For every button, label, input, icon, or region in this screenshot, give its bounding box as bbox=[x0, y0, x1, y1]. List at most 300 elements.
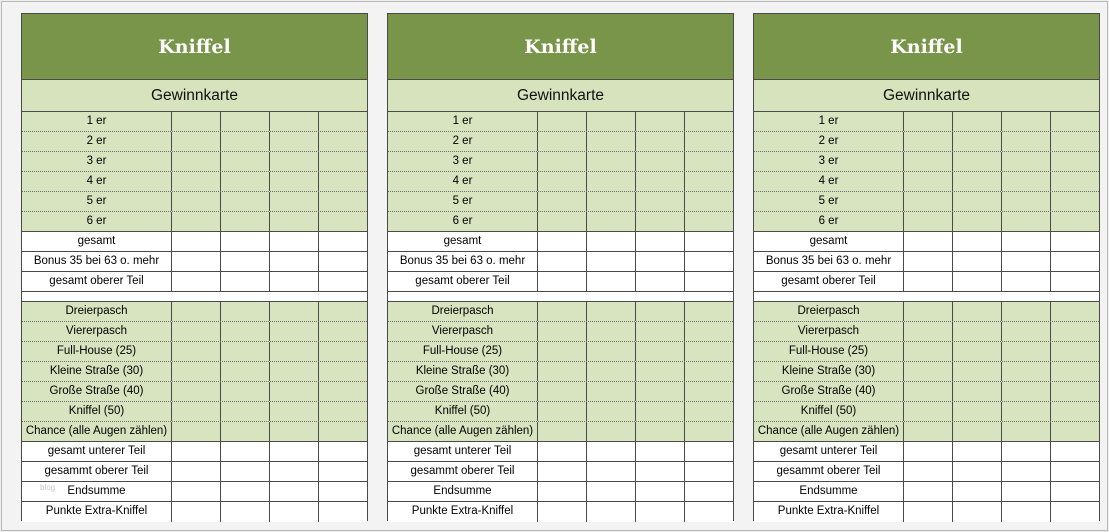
score-cell[interactable] bbox=[221, 342, 270, 361]
score-cell[interactable] bbox=[221, 502, 270, 522]
score-cell[interactable] bbox=[904, 342, 953, 361]
score-cell[interactable] bbox=[953, 442, 1002, 461]
score-cell[interactable] bbox=[953, 212, 1002, 231]
score-cell[interactable] bbox=[904, 112, 953, 131]
score-cell[interactable] bbox=[953, 362, 1002, 381]
score-cell[interactable] bbox=[685, 362, 733, 381]
score-cell[interactable] bbox=[221, 402, 270, 421]
score-cell[interactable] bbox=[172, 212, 221, 231]
score-cell[interactable] bbox=[270, 172, 319, 191]
score-row-lower-0 bbox=[754, 302, 1099, 322]
score-cell[interactable] bbox=[172, 442, 221, 461]
score-cell[interactable] bbox=[221, 132, 270, 151]
score-cell[interactable] bbox=[221, 422, 270, 441]
score-cell[interactable] bbox=[904, 302, 953, 321]
score-cell[interactable] bbox=[270, 132, 319, 151]
score-cell[interactable] bbox=[953, 382, 1002, 401]
score-row-lower-8 bbox=[388, 462, 733, 482]
score-cell[interactable] bbox=[172, 302, 221, 321]
score-cell[interactable] bbox=[221, 272, 270, 291]
score-cell[interactable] bbox=[953, 172, 1002, 191]
score-cell[interactable] bbox=[270, 502, 319, 522]
score-row-upper-2 bbox=[22, 152, 367, 172]
score-cell[interactable] bbox=[172, 462, 221, 481]
score-cell[interactable] bbox=[1051, 212, 1099, 231]
row-label: Dreierpasch bbox=[754, 302, 904, 321]
row-label: 4 er bbox=[22, 172, 172, 191]
score-row-lower-2 bbox=[754, 342, 1099, 362]
score-cell[interactable] bbox=[270, 252, 319, 271]
score-cell[interactable] bbox=[953, 342, 1002, 361]
score-cell[interactable] bbox=[221, 322, 270, 341]
score-row-lower-8 bbox=[754, 462, 1099, 482]
score-cell[interactable] bbox=[685, 382, 733, 401]
score-cell[interactable] bbox=[221, 302, 270, 321]
score-cell[interactable] bbox=[685, 112, 733, 131]
score-cell[interactable] bbox=[319, 362, 367, 381]
score-cell[interactable] bbox=[221, 212, 270, 231]
score-cell[interactable] bbox=[685, 172, 733, 191]
score-cell[interactable] bbox=[172, 192, 221, 211]
score-cell[interactable] bbox=[319, 132, 367, 151]
row-label: gesammt oberer Teil bbox=[754, 462, 904, 481]
score-cell[interactable] bbox=[221, 482, 270, 501]
score-cell[interactable] bbox=[172, 422, 221, 441]
row-label: 1 er bbox=[754, 112, 904, 131]
score-cell[interactable] bbox=[587, 252, 636, 271]
score-cell[interactable] bbox=[636, 362, 685, 381]
score-row-lower-9 bbox=[388, 482, 733, 502]
score-cell[interactable] bbox=[636, 302, 685, 321]
score-cell[interactable] bbox=[270, 302, 319, 321]
score-cell[interactable] bbox=[953, 252, 1002, 271]
score-cell[interactable] bbox=[1002, 482, 1051, 501]
score-cell[interactable] bbox=[1051, 462, 1099, 481]
score-cell[interactable] bbox=[221, 382, 270, 401]
score-cell[interactable] bbox=[1051, 482, 1099, 501]
score-cell[interactable] bbox=[270, 382, 319, 401]
score-cell[interactable] bbox=[538, 342, 587, 361]
score-cell[interactable] bbox=[1051, 402, 1099, 421]
score-cell[interactable] bbox=[636, 482, 685, 501]
score-cell[interactable] bbox=[636, 232, 685, 251]
score-cell[interactable] bbox=[904, 322, 953, 341]
score-cell[interactable] bbox=[1002, 212, 1051, 231]
score-cell[interactable] bbox=[270, 482, 319, 501]
score-cell[interactable] bbox=[636, 212, 685, 231]
score-cell[interactable] bbox=[685, 192, 733, 211]
score-row-lower-4 bbox=[388, 382, 733, 402]
score-cell[interactable] bbox=[685, 502, 733, 522]
score-cell[interactable] bbox=[538, 132, 587, 151]
score-cell[interactable] bbox=[904, 132, 953, 151]
score-cell[interactable] bbox=[953, 482, 1002, 501]
score-row-upper-4 bbox=[22, 192, 367, 212]
score-cell[interactable] bbox=[538, 252, 587, 271]
score-cell[interactable] bbox=[953, 302, 1002, 321]
score-cell[interactable] bbox=[587, 382, 636, 401]
score-cell[interactable] bbox=[1002, 502, 1051, 522]
score-cell[interactable] bbox=[270, 212, 319, 231]
row-label: gesamt bbox=[754, 232, 904, 251]
score-cell[interactable] bbox=[1002, 342, 1051, 361]
score-cell[interactable] bbox=[270, 462, 319, 481]
score-cell[interactable] bbox=[1051, 112, 1099, 131]
score-cell[interactable] bbox=[319, 272, 367, 291]
score-cell[interactable] bbox=[319, 462, 367, 481]
score-cell[interactable] bbox=[270, 232, 319, 251]
score-cell[interactable] bbox=[1002, 132, 1051, 151]
score-cell[interactable] bbox=[685, 402, 733, 421]
score-row-lower-7 bbox=[754, 442, 1099, 462]
score-cell[interactable] bbox=[1002, 112, 1051, 131]
score-cell[interactable] bbox=[1051, 322, 1099, 341]
score-cell[interactable] bbox=[319, 442, 367, 461]
score-cell[interactable] bbox=[172, 322, 221, 341]
score-cell[interactable] bbox=[319, 112, 367, 131]
score-cell[interactable] bbox=[587, 462, 636, 481]
score-cell[interactable] bbox=[538, 272, 587, 291]
score-cell[interactable] bbox=[172, 362, 221, 381]
score-cell[interactable] bbox=[636, 462, 685, 481]
score-cell[interactable] bbox=[587, 232, 636, 251]
score-cell[interactable] bbox=[904, 272, 953, 291]
score-cell[interactable] bbox=[319, 212, 367, 231]
score-cell[interactable] bbox=[270, 342, 319, 361]
row-label: Große Straße (40) bbox=[754, 382, 904, 401]
score-cell[interactable] bbox=[538, 322, 587, 341]
score-cell[interactable] bbox=[904, 402, 953, 421]
score-cell[interactable] bbox=[1002, 192, 1051, 211]
score-row-upper-6 bbox=[754, 232, 1099, 252]
row-label: Viererpasch bbox=[754, 322, 904, 341]
score-row-upper-6 bbox=[388, 232, 733, 252]
score-row-upper-5 bbox=[754, 212, 1099, 232]
score-cell[interactable] bbox=[270, 422, 319, 441]
score-cell[interactable] bbox=[636, 502, 685, 522]
score-cell[interactable] bbox=[221, 232, 270, 251]
score-cell[interactable] bbox=[1002, 152, 1051, 171]
score-cell[interactable] bbox=[636, 322, 685, 341]
score-cell[interactable] bbox=[1051, 272, 1099, 291]
score-cell[interactable] bbox=[636, 402, 685, 421]
score-cell[interactable] bbox=[1002, 362, 1051, 381]
score-cell[interactable] bbox=[221, 252, 270, 271]
score-cell[interactable] bbox=[685, 152, 733, 171]
score-cell[interactable] bbox=[685, 342, 733, 361]
score-cell[interactable] bbox=[1051, 232, 1099, 251]
score-cell[interactable] bbox=[538, 212, 587, 231]
score-cell[interactable] bbox=[538, 442, 587, 461]
card-subtitle: Gewinnkarte bbox=[22, 80, 367, 112]
score-cell[interactable] bbox=[538, 482, 587, 501]
score-cell[interactable] bbox=[953, 132, 1002, 151]
row-label: Full-House (25) bbox=[22, 342, 172, 361]
score-cell[interactable] bbox=[636, 152, 685, 171]
score-cell[interactable] bbox=[587, 272, 636, 291]
score-cell[interactable] bbox=[1002, 442, 1051, 461]
score-cell[interactable] bbox=[1051, 252, 1099, 271]
row-label: 1 er bbox=[22, 112, 172, 131]
score-cell[interactable] bbox=[538, 302, 587, 321]
score-cell[interactable] bbox=[587, 502, 636, 522]
score-cell[interactable] bbox=[587, 342, 636, 361]
score-cell[interactable] bbox=[685, 132, 733, 151]
score-cell[interactable] bbox=[904, 362, 953, 381]
score-cell[interactable] bbox=[587, 212, 636, 231]
score-cell[interactable] bbox=[904, 172, 953, 191]
score-cell[interactable] bbox=[1051, 502, 1099, 522]
score-cell[interactable] bbox=[538, 422, 587, 441]
score-cell[interactable] bbox=[319, 342, 367, 361]
score-row-upper-0 bbox=[754, 112, 1099, 132]
score-cell[interactable] bbox=[636, 112, 685, 131]
score-row-lower-1 bbox=[22, 322, 367, 342]
score-cell[interactable] bbox=[1051, 362, 1099, 381]
score-cell[interactable] bbox=[319, 172, 367, 191]
score-cell[interactable] bbox=[1051, 342, 1099, 361]
score-cell[interactable] bbox=[636, 422, 685, 441]
score-cell[interactable] bbox=[270, 362, 319, 381]
score-cell[interactable] bbox=[538, 462, 587, 481]
score-cell[interactable] bbox=[221, 442, 270, 461]
score-cell[interactable] bbox=[1051, 442, 1099, 461]
score-cell[interactable] bbox=[319, 322, 367, 341]
score-cell[interactable] bbox=[270, 322, 319, 341]
score-cell[interactable] bbox=[172, 402, 221, 421]
score-cell[interactable] bbox=[270, 112, 319, 131]
score-row-upper-8 bbox=[754, 272, 1099, 292]
score-cell[interactable] bbox=[636, 442, 685, 461]
score-cell[interactable] bbox=[172, 382, 221, 401]
score-cell[interactable] bbox=[685, 252, 733, 271]
score-cell[interactable] bbox=[538, 232, 587, 251]
score-cell[interactable] bbox=[1051, 132, 1099, 151]
score-cell[interactable] bbox=[636, 252, 685, 271]
score-cell[interactable] bbox=[685, 442, 733, 461]
score-cell[interactable] bbox=[953, 462, 1002, 481]
score-cell[interactable] bbox=[1002, 172, 1051, 191]
score-cell[interactable] bbox=[319, 402, 367, 421]
score-cell[interactable] bbox=[587, 402, 636, 421]
score-cell[interactable] bbox=[904, 482, 953, 501]
score-cell[interactable] bbox=[685, 302, 733, 321]
score-cell[interactable] bbox=[587, 302, 636, 321]
row-label: 5 er bbox=[388, 192, 538, 211]
score-cell[interactable] bbox=[685, 462, 733, 481]
score-cell[interactable] bbox=[221, 362, 270, 381]
score-cell[interactable] bbox=[221, 462, 270, 481]
score-cell[interactable] bbox=[270, 272, 319, 291]
score-row-upper-4 bbox=[388, 192, 733, 212]
score-cell[interactable] bbox=[172, 502, 221, 522]
score-cell[interactable] bbox=[587, 422, 636, 441]
score-cell[interactable] bbox=[1002, 272, 1051, 291]
score-cell[interactable] bbox=[1051, 302, 1099, 321]
row-label: Kleine Straße (30) bbox=[388, 362, 538, 381]
score-cell[interactable] bbox=[319, 232, 367, 251]
score-cell[interactable] bbox=[953, 272, 1002, 291]
row-label: gesamt oberer Teil bbox=[22, 272, 172, 291]
score-cell[interactable] bbox=[904, 252, 953, 271]
score-cell[interactable] bbox=[636, 272, 685, 291]
score-cell[interactable] bbox=[172, 252, 221, 271]
score-cell[interactable] bbox=[685, 272, 733, 291]
score-cell[interactable] bbox=[904, 502, 953, 522]
score-cell[interactable] bbox=[319, 152, 367, 171]
score-row-lower-6 bbox=[22, 422, 367, 442]
score-cell[interactable] bbox=[172, 272, 221, 291]
score-cell[interactable] bbox=[636, 342, 685, 361]
score-cell[interactable] bbox=[1002, 422, 1051, 441]
score-row-lower-10 bbox=[388, 502, 733, 522]
score-cell[interactable] bbox=[538, 152, 587, 171]
score-cell[interactable] bbox=[538, 382, 587, 401]
row-label: Bonus 35 bei 63 o. mehr bbox=[388, 252, 538, 271]
row-label: 4 er bbox=[754, 172, 904, 191]
score-cell[interactable] bbox=[221, 112, 270, 131]
score-cell[interactable] bbox=[1002, 382, 1051, 401]
score-cell[interactable] bbox=[636, 382, 685, 401]
score-cell[interactable] bbox=[904, 382, 953, 401]
score-cell[interactable] bbox=[172, 132, 221, 151]
score-cell[interactable] bbox=[636, 172, 685, 191]
score-cell[interactable] bbox=[587, 132, 636, 151]
score-row-lower-7 bbox=[22, 442, 367, 462]
score-cell[interactable] bbox=[953, 232, 1002, 251]
row-label: Kleine Straße (30) bbox=[22, 362, 172, 381]
score-cell[interactable] bbox=[685, 482, 733, 501]
score-cell[interactable] bbox=[1051, 152, 1099, 171]
row-label: gesamt bbox=[22, 232, 172, 251]
score-cell[interactable] bbox=[953, 152, 1002, 171]
card-subtitle: Gewinnkarte bbox=[388, 80, 733, 112]
score-cell[interactable] bbox=[1002, 462, 1051, 481]
score-row-upper-5 bbox=[388, 212, 733, 232]
score-row-upper-3 bbox=[754, 172, 1099, 192]
card-title: Kniffel bbox=[22, 14, 367, 80]
score-cell[interactable] bbox=[587, 482, 636, 501]
score-cell[interactable] bbox=[1002, 302, 1051, 321]
score-cell[interactable] bbox=[953, 422, 1002, 441]
score-cell[interactable] bbox=[172, 112, 221, 131]
score-cell[interactable] bbox=[221, 152, 270, 171]
score-cell[interactable] bbox=[587, 112, 636, 131]
score-cell[interactable] bbox=[1002, 322, 1051, 341]
score-cell[interactable] bbox=[1051, 382, 1099, 401]
score-cell[interactable] bbox=[319, 192, 367, 211]
score-row-upper-0 bbox=[22, 112, 367, 132]
score-cell[interactable] bbox=[319, 382, 367, 401]
score-cell[interactable] bbox=[172, 232, 221, 251]
score-cell[interactable] bbox=[685, 422, 733, 441]
score-cell[interactable] bbox=[270, 192, 319, 211]
score-cell[interactable] bbox=[953, 322, 1002, 341]
score-cell[interactable] bbox=[1051, 172, 1099, 191]
score-cell[interactable] bbox=[172, 172, 221, 191]
row-label: Punkte Extra-Kniffel bbox=[754, 502, 904, 522]
score-cell[interactable] bbox=[1002, 252, 1051, 271]
row-label: gesamt unterer Teil bbox=[754, 442, 904, 461]
score-cell[interactable] bbox=[636, 192, 685, 211]
row-label: Dreierpasch bbox=[22, 302, 172, 321]
score-cell[interactable] bbox=[270, 152, 319, 171]
score-cell[interactable] bbox=[904, 462, 953, 481]
row-label: gesamt unterer Teil bbox=[22, 442, 172, 461]
row-label: Kleine Straße (30) bbox=[754, 362, 904, 381]
score-cell[interactable] bbox=[319, 302, 367, 321]
score-cell[interactable] bbox=[587, 192, 636, 211]
score-cell[interactable] bbox=[538, 172, 587, 191]
score-cell[interactable] bbox=[1051, 422, 1099, 441]
score-cell[interactable] bbox=[1002, 402, 1051, 421]
score-cell[interactable] bbox=[538, 502, 587, 522]
row-label: 6 er bbox=[754, 212, 904, 231]
score-cell[interactable] bbox=[1051, 192, 1099, 211]
score-row-lower-2 bbox=[388, 342, 733, 362]
score-row-lower-5 bbox=[388, 402, 733, 422]
score-cell[interactable] bbox=[319, 482, 367, 501]
score-cell[interactable] bbox=[904, 152, 953, 171]
score-cell[interactable] bbox=[587, 322, 636, 341]
score-cell[interactable] bbox=[319, 502, 367, 522]
score-cell[interactable] bbox=[904, 212, 953, 231]
score-cell[interactable] bbox=[319, 422, 367, 441]
score-row-upper-0 bbox=[388, 112, 733, 132]
score-cell[interactable] bbox=[904, 422, 953, 441]
score-cell[interactable] bbox=[904, 232, 953, 251]
row-label: gesammt oberer Teil bbox=[22, 462, 172, 481]
score-cell[interactable] bbox=[953, 402, 1002, 421]
score-cell[interactable] bbox=[538, 112, 587, 131]
score-cell[interactable] bbox=[953, 112, 1002, 131]
score-row-lower-6 bbox=[388, 422, 733, 442]
score-cell[interactable] bbox=[904, 192, 953, 211]
score-cell[interactable] bbox=[685, 232, 733, 251]
score-cell[interactable] bbox=[587, 152, 636, 171]
row-label: Full-House (25) bbox=[388, 342, 538, 361]
score-row-upper-4 bbox=[754, 192, 1099, 212]
score-cell[interactable] bbox=[172, 342, 221, 361]
score-cell[interactable] bbox=[221, 192, 270, 211]
score-cell[interactable] bbox=[904, 442, 953, 461]
score-cell[interactable] bbox=[685, 212, 733, 231]
score-row-lower-5 bbox=[754, 402, 1099, 422]
score-cell[interactable] bbox=[538, 192, 587, 211]
score-cell[interactable] bbox=[636, 132, 685, 151]
row-label: Bonus 35 bei 63 o. mehr bbox=[754, 252, 904, 271]
score-cell[interactable] bbox=[1002, 232, 1051, 251]
row-label: Kniffel (50) bbox=[754, 402, 904, 421]
card-title: Kniffel bbox=[754, 14, 1099, 80]
score-cell[interactable] bbox=[587, 362, 636, 381]
score-cell[interactable] bbox=[172, 152, 221, 171]
score-cell[interactable] bbox=[953, 192, 1002, 211]
row-label: 2 er bbox=[388, 132, 538, 151]
score-cell[interactable] bbox=[319, 252, 367, 271]
score-cell[interactable] bbox=[538, 402, 587, 421]
row-label: Große Straße (40) bbox=[388, 382, 538, 401]
score-cell[interactable] bbox=[270, 402, 319, 421]
score-cell[interactable] bbox=[538, 362, 587, 381]
score-cell[interactable] bbox=[172, 482, 221, 501]
score-cell[interactable] bbox=[953, 502, 1002, 522]
score-cell[interactable] bbox=[587, 442, 636, 461]
score-cell[interactable] bbox=[221, 172, 270, 191]
score-cell[interactable] bbox=[270, 442, 319, 461]
score-cell[interactable] bbox=[685, 322, 733, 341]
score-cell[interactable] bbox=[587, 172, 636, 191]
